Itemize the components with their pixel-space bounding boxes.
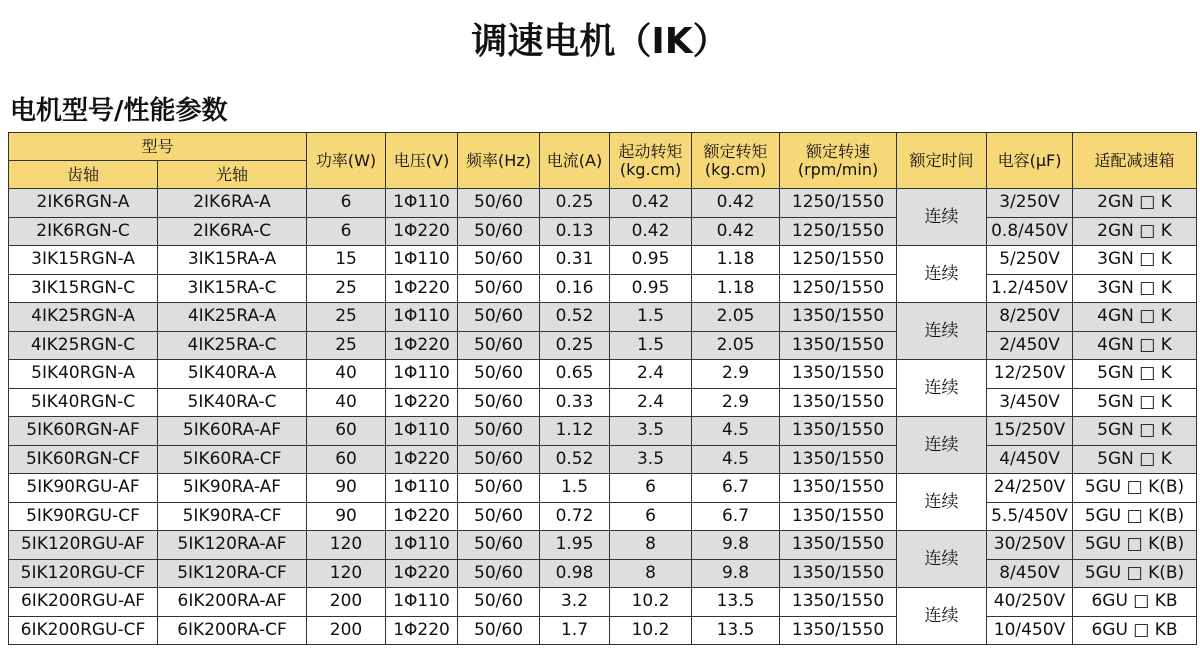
table-row (9, 588, 1197, 617)
cell-plain: 5IK120RA-AF (158, 531, 307, 560)
cell-current: 0.13 (540, 217, 610, 246)
cell-rated-torque: 13.5 (692, 588, 780, 617)
header-rated-time: 额定时间 (897, 133, 987, 189)
cell-cap: 10/450V (987, 616, 1073, 645)
cell-rated-time: 连续 (897, 360, 987, 417)
cell-rated-torque: 13.5 (692, 616, 780, 645)
cell-freq: 50/60 (458, 531, 540, 560)
cell-plain: 3IK15RA-A (158, 246, 307, 275)
cell-freq: 50/60 (458, 559, 540, 588)
cell-gear: 5IK40RGN-A (9, 360, 158, 389)
header-capacitor: 电容(μF) (987, 133, 1073, 189)
cell-freq: 50/60 (458, 360, 540, 389)
cell-gearbox: 5GU □ K(B) (1073, 531, 1197, 560)
cell-voltage: 1Φ110 (386, 588, 458, 617)
table-row (9, 388, 1197, 417)
cell-speed: 1350/1550 (780, 331, 897, 360)
cell-gearbox: 6GU □ KB (1073, 616, 1197, 645)
cell-rated-torque: 6.7 (692, 502, 780, 531)
cell-start-torque: 0.95 (610, 246, 692, 275)
cell-plain: 2IK6RA-A (158, 189, 307, 218)
cell-speed: 1350/1550 (780, 388, 897, 417)
cell-gear: 5IK90RGU-CF (9, 502, 158, 531)
spec-table-body (9, 189, 1197, 645)
cell-start-torque: 8 (610, 531, 692, 560)
cell-rated-time: 连续 (897, 189, 987, 246)
cell-gearbox: 5GN □ K (1073, 388, 1197, 417)
table-row (9, 559, 1197, 588)
cell-power: 25 (307, 303, 386, 332)
cell-freq: 50/60 (458, 502, 540, 531)
cell-power: 120 (307, 559, 386, 588)
table-row (9, 217, 1197, 246)
header-rated-torque-label: 额定转矩 (703, 141, 768, 161)
table-row (9, 531, 1197, 560)
cell-cap: 2/450V (987, 331, 1073, 360)
cell-power: 90 (307, 502, 386, 531)
cell-freq: 50/60 (458, 616, 540, 645)
cell-gear: 5IK40RGN-C (9, 388, 158, 417)
cell-gearbox: 3GN □ K (1073, 274, 1197, 303)
table-row (9, 189, 1197, 218)
cell-current: 0.52 (540, 445, 610, 474)
cell-plain: 2IK6RA-C (158, 217, 307, 246)
cell-rated-torque: 1.18 (692, 274, 780, 303)
cell-cap: 0.8/450V (987, 217, 1073, 246)
cell-current: 3.2 (540, 588, 610, 617)
cell-plain: 5IK120RA-CF (158, 559, 307, 588)
cell-current: 1.7 (540, 616, 610, 645)
cell-freq: 50/60 (458, 274, 540, 303)
header-frequency: 频率(Hz) (458, 133, 540, 189)
cell-current: 1.5 (540, 474, 610, 503)
cell-gearbox: 4GN □ K (1073, 331, 1197, 360)
cell-start-torque: 10.2 (610, 616, 692, 645)
cell-gearbox: 5GN □ K (1073, 445, 1197, 474)
cell-start-torque: 10.2 (610, 588, 692, 617)
cell-current: 0.31 (540, 246, 610, 275)
cell-power: 25 (307, 274, 386, 303)
cell-cap: 8/450V (987, 559, 1073, 588)
cell-current: 1.95 (540, 531, 610, 560)
table-row (9, 474, 1197, 503)
cell-gear: 5IK60RGN-AF (9, 417, 158, 446)
cell-current: 0.65 (540, 360, 610, 389)
cell-freq: 50/60 (458, 445, 540, 474)
cell-plain: 6IK200RA-AF (158, 588, 307, 617)
cell-current: 0.98 (540, 559, 610, 588)
cell-speed: 1350/1550 (780, 303, 897, 332)
cell-power: 60 (307, 417, 386, 446)
cell-rated-torque: 9.8 (692, 531, 780, 560)
cell-voltage: 1Φ220 (386, 559, 458, 588)
cell-freq: 50/60 (458, 303, 540, 332)
cell-rated-torque: 9.8 (692, 559, 780, 588)
cell-rated-time: 连续 (897, 303, 987, 360)
cell-power: 60 (307, 445, 386, 474)
header-rated-torque-unit: (kg.cm) (704, 159, 767, 179)
header-current: 电流(A) (540, 133, 610, 189)
cell-gear: 5IK60RGN-CF (9, 445, 158, 474)
cell-voltage: 1Φ110 (386, 531, 458, 560)
cell-freq: 50/60 (458, 474, 540, 503)
cell-voltage: 1Φ220 (386, 502, 458, 531)
cell-voltage: 1Φ220 (386, 217, 458, 246)
cell-cap: 4/450V (987, 445, 1073, 474)
motor-spec-table (8, 132, 1197, 645)
cell-rated-torque: 2.9 (692, 388, 780, 417)
cell-rated-torque: 0.42 (692, 189, 780, 218)
cell-cap: 15/250V (987, 417, 1073, 446)
cell-current: 0.25 (540, 331, 610, 360)
cell-speed: 1250/1550 (780, 217, 897, 246)
cell-current: 0.33 (540, 388, 610, 417)
cell-power: 6 (307, 217, 386, 246)
cell-start-torque: 0.95 (610, 274, 692, 303)
cell-rated-torque: 2.05 (692, 303, 780, 332)
cell-voltage: 1Φ220 (386, 274, 458, 303)
table-row (9, 417, 1197, 446)
header-plain-shaft: 光轴 (158, 161, 307, 189)
cell-speed: 1350/1550 (780, 360, 897, 389)
cell-gearbox: 5GU □ K(B) (1073, 474, 1197, 503)
header-start-torque (610, 133, 692, 189)
header-rated-speed (780, 133, 897, 189)
cell-start-torque: 3.5 (610, 445, 692, 474)
cell-gear: 6IK200RGU-AF (9, 588, 158, 617)
cell-speed: 1350/1550 (780, 531, 897, 560)
cell-speed: 1350/1550 (780, 417, 897, 446)
header-rated-speed-label: 额定转速 (806, 141, 871, 161)
cell-rated-torque: 2.9 (692, 360, 780, 389)
cell-cap: 12/250V (987, 360, 1073, 389)
cell-power: 200 (307, 616, 386, 645)
header-rated-speed-unit: (rpm/min) (797, 159, 879, 179)
page-title: 调速电机（IK） (471, 21, 729, 62)
cell-rated-torque: 6.7 (692, 474, 780, 503)
table-row (9, 360, 1197, 389)
cell-start-torque: 2.4 (610, 360, 692, 389)
cell-power: 25 (307, 331, 386, 360)
cell-start-torque: 0.42 (610, 217, 692, 246)
cell-start-torque: 0.42 (610, 189, 692, 218)
cell-speed: 1350/1550 (780, 474, 897, 503)
cell-plain: 5IK90RA-AF (158, 474, 307, 503)
cell-freq: 50/60 (458, 331, 540, 360)
cell-gear: 5IK120RGU-CF (9, 559, 158, 588)
cell-power: 15 (307, 246, 386, 275)
cell-start-torque: 6 (610, 502, 692, 531)
cell-freq: 50/60 (458, 388, 540, 417)
cell-speed: 1350/1550 (780, 502, 897, 531)
cell-cap: 3/450V (987, 388, 1073, 417)
cell-rated-torque: 4.5 (692, 417, 780, 446)
table-row (9, 445, 1197, 474)
cell-rated-time: 连续 (897, 588, 987, 645)
cell-current: 0.72 (540, 502, 610, 531)
cell-gearbox: 5GU □ K(B) (1073, 559, 1197, 588)
cell-gearbox: 2GN □ K (1073, 189, 1197, 218)
cell-cap: 3/250V (987, 189, 1073, 218)
cell-voltage: 1Φ110 (386, 360, 458, 389)
cell-cap: 24/250V (987, 474, 1073, 503)
cell-rated-time: 连续 (897, 474, 987, 531)
cell-rated-torque: 1.18 (692, 246, 780, 275)
cell-current: 1.12 (540, 417, 610, 446)
cell-voltage: 1Φ110 (386, 417, 458, 446)
cell-power: 120 (307, 531, 386, 560)
cell-plain: 4IK25RA-C (158, 331, 307, 360)
cell-speed: 1350/1550 (780, 616, 897, 645)
cell-cap: 30/250V (987, 531, 1073, 560)
table-row (9, 331, 1197, 360)
cell-freq: 50/60 (458, 246, 540, 275)
table-row (9, 303, 1197, 332)
cell-plain: 5IK90RA-CF (158, 502, 307, 531)
cell-rated-time: 连续 (897, 246, 987, 303)
cell-current: 0.16 (540, 274, 610, 303)
cell-voltage: 1Φ220 (386, 388, 458, 417)
cell-power: 40 (307, 360, 386, 389)
header-gear-shaft: 齿轴 (9, 161, 158, 189)
header-rated-torque (692, 133, 780, 189)
table-row (9, 502, 1197, 531)
cell-cap: 1.2/450V (987, 274, 1073, 303)
cell-speed: 1250/1550 (780, 246, 897, 275)
cell-power: 40 (307, 388, 386, 417)
cell-speed: 1250/1550 (780, 274, 897, 303)
cell-start-torque: 2.4 (610, 388, 692, 417)
cell-voltage: 1Φ220 (386, 445, 458, 474)
header-voltage: 电压(V) (386, 133, 458, 189)
cell-rated-time: 连续 (897, 531, 987, 588)
cell-start-torque: 8 (610, 559, 692, 588)
cell-freq: 50/60 (458, 217, 540, 246)
cell-power: 200 (307, 588, 386, 617)
cell-speed: 1250/1550 (780, 189, 897, 218)
table-row (9, 246, 1197, 275)
cell-power: 6 (307, 189, 386, 218)
cell-plain: 5IK60RA-AF (158, 417, 307, 446)
cell-gearbox: 5GU □ K(B) (1073, 502, 1197, 531)
cell-speed: 1350/1550 (780, 588, 897, 617)
cell-plain: 3IK15RA-C (158, 274, 307, 303)
cell-cap: 5/250V (987, 246, 1073, 275)
cell-plain: 5IK60RA-CF (158, 445, 307, 474)
cell-plain: 5IK40RA-C (158, 388, 307, 417)
header-gearbox: 适配减速箱 (1073, 133, 1197, 189)
cell-rated-time: 连续 (897, 417, 987, 474)
cell-gearbox: 3GN □ K (1073, 246, 1197, 275)
cell-freq: 50/60 (458, 417, 540, 446)
cell-voltage: 1Φ110 (386, 303, 458, 332)
cell-rated-torque: 4.5 (692, 445, 780, 474)
cell-gear: 3IK15RGN-A (9, 246, 158, 275)
cell-rated-torque: 2.05 (692, 331, 780, 360)
cell-gearbox: 5GN □ K (1073, 360, 1197, 389)
cell-plain: 4IK25RA-A (158, 303, 307, 332)
cell-current: 0.25 (540, 189, 610, 218)
header-power: 功率(W) (307, 133, 386, 189)
cell-freq: 50/60 (458, 588, 540, 617)
cell-gear: 2IK6RGN-A (9, 189, 158, 218)
cell-speed: 1350/1550 (780, 559, 897, 588)
cell-cap: 40/250V (987, 588, 1073, 617)
header-start-torque-unit: (kg.cm) (619, 159, 682, 179)
cell-gear: 3IK15RGN-C (9, 274, 158, 303)
cell-cap: 5.5/450V (987, 502, 1073, 531)
cell-start-torque: 1.5 (610, 331, 692, 360)
cell-gear: 5IK90RGU-AF (9, 474, 158, 503)
cell-start-torque: 6 (610, 474, 692, 503)
cell-plain: 5IK40RA-A (158, 360, 307, 389)
cell-voltage: 1Φ110 (386, 246, 458, 275)
header-model: 型号 (9, 133, 307, 161)
cell-gear: 2IK6RGN-C (9, 217, 158, 246)
cell-gear: 6IK200RGU-CF (9, 616, 158, 645)
cell-voltage: 1Φ220 (386, 331, 458, 360)
table-row (9, 616, 1197, 645)
cell-current: 0.52 (540, 303, 610, 332)
cell-start-torque: 3.5 (610, 417, 692, 446)
cell-freq: 50/60 (458, 189, 540, 218)
cell-gearbox: 4GN □ K (1073, 303, 1197, 332)
cell-gearbox: 2GN □ K (1073, 217, 1197, 246)
cell-voltage: 1Φ110 (386, 189, 458, 218)
cell-start-torque: 1.5 (610, 303, 692, 332)
section-title: 电机型号/性能参数 (10, 96, 228, 126)
cell-power: 90 (307, 474, 386, 503)
cell-rated-torque: 0.42 (692, 217, 780, 246)
cell-gear: 5IK120RGU-AF (9, 531, 158, 560)
cell-plain: 6IK200RA-CF (158, 616, 307, 645)
cell-gearbox: 6GU □ KB (1073, 588, 1197, 617)
cell-gear: 4IK25RGN-A (9, 303, 158, 332)
cell-cap: 8/250V (987, 303, 1073, 332)
cell-gear: 4IK25RGN-C (9, 331, 158, 360)
table-row (9, 274, 1197, 303)
cell-voltage: 1Φ220 (386, 616, 458, 645)
cell-gearbox: 5GN □ K (1073, 417, 1197, 446)
cell-voltage: 1Φ110 (386, 474, 458, 503)
cell-speed: 1350/1550 (780, 445, 897, 474)
header-start-torque-label: 起动转矩 (618, 141, 683, 161)
